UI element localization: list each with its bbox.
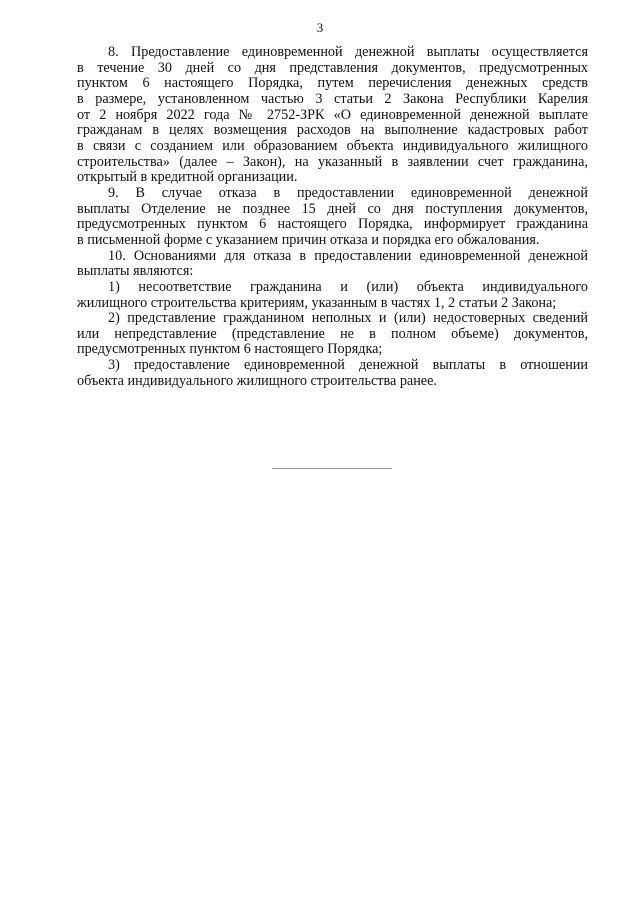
paragraph-line: 9. В случае отказа в предоставлении единовременной денежной: [108, 184, 588, 201]
separator-line: [272, 468, 392, 469]
paragraph-line: строительства» (далее – Закон), на указанный в заявлении счет гражданина,: [77, 153, 588, 170]
paragraph-line: предусмотренных пунктом 6 настоящего Порядка, информирует гражданина: [77, 216, 588, 233]
paragraph-line: пунктом 6 настоящего Порядка, путем перечисления денежных средств: [77, 75, 588, 92]
paragraph: [77, 280, 588, 311]
paragraph-line: гражданам в целях возмещения расходов на выполнение кадастровых работ: [77, 122, 588, 139]
paragraph: [77, 45, 588, 186]
paragraph-line: объекта индивидуального жилищного строительства ранее.: [77, 372, 437, 389]
paragraph-line: в течение 30 дней со дня представления документов, предусмотренных: [77, 59, 588, 76]
paragraph-line: в размере, установленном частью 3 статьи 2 Закона Республики Карелия: [77, 90, 588, 107]
paragraph-line: выплаты Отделение не позднее 15 дней со дня поступления документов,: [77, 200, 588, 217]
paragraph-line: 8. Предоставление единовременной денежной выплаты осуществляется: [108, 44, 588, 60]
paragraph-line: от 2 ноября 2022 года № 2752-ЗРК «О единовременной денежной выплате: [77, 106, 588, 123]
paragraph-line: 1) несоответствие гражданина и (или) объекта индивидуального: [108, 278, 588, 295]
paragraph-line: предусмотренных пунктом 6 настоящего Порядка;: [77, 341, 383, 358]
paragraph-line: в письменной форме с указанием причин отказа и порядка его обжалования.: [77, 231, 540, 248]
paragraph-line: или непредставление (представление не в полном объеме) документов,: [77, 325, 588, 342]
paragraph-line: жилищного строительства критериям, указанным в частях 1, 2 статьи 2 Закона;: [77, 294, 557, 311]
paragraph: [77, 311, 588, 358]
paragraph-line: 2) представление гражданином неполных и (или) недостоверных сведений: [108, 310, 588, 327]
paragraph: [77, 249, 588, 280]
paragraph-line: 3) предоставление единовременной денежной выплаты в отношении: [108, 357, 588, 374]
document-body: [77, 45, 588, 389]
page-number: 3: [316, 20, 324, 35]
paragraph-line: 10. Основаниями для отказа в предоставлении единовременной денежной: [108, 247, 588, 264]
paragraph-line: выплаты являются:: [77, 263, 194, 280]
paragraph-line: открытый в кредитной организации.: [77, 169, 298, 186]
paragraph-line: в связи с созданием или образованием объекта индивидуального жилищного: [77, 137, 588, 154]
paragraph: [77, 186, 588, 249]
paragraph: [77, 358, 588, 389]
